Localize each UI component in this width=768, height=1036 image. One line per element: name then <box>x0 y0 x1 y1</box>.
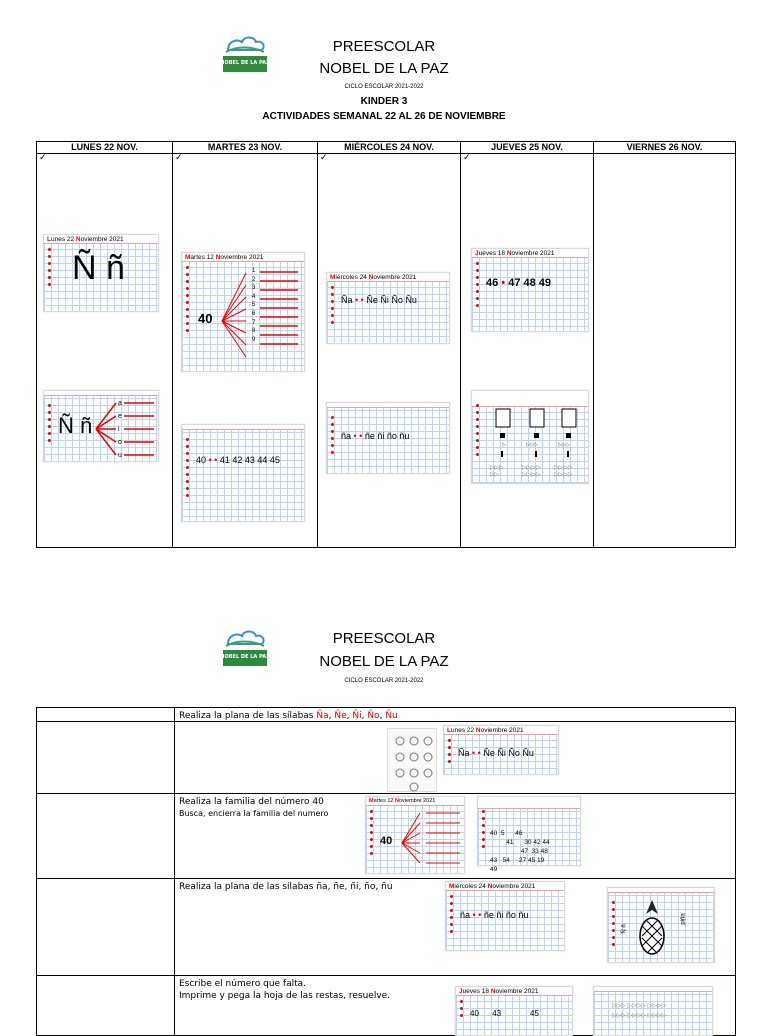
syllables-lower: ña • • ñe ñi ño ñu <box>341 431 410 441</box>
number-lines-diagram <box>400 809 464 873</box>
worksheet-tuesday-1[interactable] <box>181 252 305 372</box>
letters-medium: Ñ ñ <box>58 413 93 438</box>
cycle-label-2: CICLO ESCOLAR 2021-2022 <box>344 678 424 684</box>
worksheet-plan-1[interactable] <box>443 725 559 775</box>
plan-row-2 <box>175 794 736 879</box>
worksheet-wednesday-2[interactable] <box>326 402 450 474</box>
title-preescolar: PREESCOLAR <box>332 38 436 55</box>
instruction-2: Realiza la familia del número 40 Busca, encierra la familia del numero <box>179 797 329 818</box>
answer-lines <box>260 267 300 347</box>
check-icon: ✓ <box>39 153 47 163</box>
syllables-upper: Ña • • Ñe Ñi Ño Ñu <box>341 295 417 305</box>
header-tuesday: MARTES 23 NOV. <box>173 142 318 154</box>
svg-text:▷▷▷: ▷▷▷ <box>558 442 570 448</box>
pictures-icon <box>388 729 438 793</box>
plan-table <box>36 707 736 1036</box>
plan-row-3 <box>175 879 736 976</box>
syllables-lower: ña • • ñe ñi ño ñu <box>460 910 529 920</box>
svg-text:▷▷▷ ▷▷▷▷ ▷▷▷▷: ▷▷▷ ▷▷▷▷ ▷▷▷▷ <box>612 1003 667 1009</box>
svg-text:▷▷▷▷: ▷▷▷▷ <box>554 465 573 471</box>
worksheet-thursday-2[interactable] <box>471 390 589 484</box>
pina-word: piña <box>680 913 687 925</box>
worksheet-tuesday-2[interactable] <box>181 424 305 522</box>
pineapple-icon <box>632 898 672 958</box>
cell-thursday <box>461 154 594 548</box>
activities-title: ACTIVIDADES SEMANAL 22 AL 26 DE NOVIEMBRE <box>262 111 506 122</box>
plan-row-4 <box>175 976 736 1036</box>
grade-label: KINDER 3 <box>360 96 408 107</box>
letters-big: Ñ ñ <box>72 249 125 287</box>
worksheet-wednesday-1[interactable] <box>326 272 450 344</box>
worksheet-plan-4[interactable] <box>455 986 573 1036</box>
vowel-lines-diagram <box>88 395 158 461</box>
cell-wednesday <box>318 154 461 548</box>
worksheet-title: Jueves 18 Noviembre 2021 <box>475 250 555 257</box>
instruction-1: Realiza la plana de las sílabas Ña, Ñe, Ñi, Ño, Ñu <box>179 711 398 721</box>
worksheet-title: Martes 12 Noviembre 2021 <box>369 798 436 804</box>
worksheet-plan-3[interactable] <box>445 881 565 951</box>
worksheet-thursday-1[interactable] <box>471 248 589 332</box>
cell-friday <box>594 154 736 548</box>
vowel-list: a e i o u <box>118 400 122 459</box>
title-school-2: NOBEL DE LA PAZ <box>319 653 449 670</box>
instruction-3: Realiza la plana de las sílabas ña, ñe, ñi, ño, ñu <box>179 882 393 892</box>
title-preescolar-2: PREESCOLAR <box>332 630 436 647</box>
svg-text:▷: ▷ <box>502 442 506 448</box>
check-icon: ✓ <box>175 153 183 163</box>
svg-text:▷▷: ▷▷ <box>490 472 500 478</box>
worksheet-title: Lunes 22 Noviembre 2021 <box>447 727 524 734</box>
worksheet-plan-2b[interactable] <box>477 796 581 873</box>
logo-text: NOBEL DE LA PAZ <box>220 654 270 660</box>
missing-number-sequence: 46 • 47 48 49 <box>486 277 552 289</box>
picture-worksheet[interactable] <box>387 728 437 792</box>
subtraction-exercises <box>608 997 708 1027</box>
missing-number-sequence: 40 43 45 <box>470 1009 539 1018</box>
number-lines-diagram <box>220 267 250 367</box>
number-sequence: 40 • • 41 42 43 44 45 <box>196 455 280 465</box>
worksheet-title: Miércoles 24 Noviembre 2021 <box>330 274 417 281</box>
cycle-label: CICLO ESCOLAR 2021-2022 <box>344 84 424 90</box>
cell-tuesday <box>173 154 318 548</box>
worksheet-monday-1[interactable] <box>43 234 159 312</box>
worksheet-monday-2[interactable] <box>43 390 159 462</box>
worksheet-pina[interactable] <box>607 887 715 963</box>
header-thursday: JUEVES 25 NOV. <box>461 142 594 154</box>
svg-text:▷▷▷▷: ▷▷▷▷ <box>554 472 573 478</box>
pina-letters: Ñ ñ <box>621 924 628 934</box>
check-icon: ✓ <box>320 153 328 163</box>
number-40: 40 <box>198 311 213 326</box>
header-friday: VIERNES 26 NOV. <box>594 142 736 154</box>
svg-text:▷▷▷: ▷▷▷ <box>526 442 538 448</box>
number-search: 40 5 46 41 30 42 44 47 33 48 43 54 27 45 19 49 <box>490 830 550 873</box>
plan-row-1 <box>175 711 736 794</box>
subtraction-exercises <box>486 409 586 481</box>
worksheet-plan-2a[interactable] <box>365 796 465 874</box>
cell-monday <box>37 154 173 548</box>
svg-text:▷▷▷: ▷▷▷ <box>490 465 504 471</box>
logo-text: NOBEL DE LA PAZ <box>220 60 270 66</box>
worksheet-title: Martes 12 Noviembre 2021 <box>185 254 264 261</box>
svg-text:▷▷▷▷: ▷▷▷▷ <box>522 465 541 471</box>
header-monday: LUNES 22 NOV. <box>37 142 173 154</box>
svg-text:▷▷▷▷: ▷▷▷▷ <box>522 472 541 478</box>
header-wednesday: MIÉRCOLES 24 NOV. <box>318 142 461 154</box>
number-40: 40 <box>380 835 393 847</box>
svg-text:▷▷▷ ▷▷▷▷ ▷▷▷▷: ▷▷▷ ▷▷▷▷ ▷▷▷▷ <box>612 1013 667 1019</box>
title-school: NOBEL DE LA PAZ <box>319 60 449 77</box>
instruction-4: Escribe el número que falta. Imprime y pega la hoja de las restas, resuelve. <box>179 979 391 1001</box>
week-table <box>36 141 736 548</box>
number-list: 1 2 3 4 5 6 7 8 9 <box>252 268 256 343</box>
check-icon: ✓ <box>463 153 471 163</box>
worksheet-title: Miércoles 24 Noviembre 2021 <box>449 883 536 890</box>
worksheet-subtraction[interactable] <box>593 986 713 1036</box>
syllables-upper: Ña • • Ñe Ñi Ño Ñu <box>458 748 534 758</box>
worksheet-title: Jueves 18 Noviembre 2021 <box>459 988 539 995</box>
worksheet-title: Lunes 22 Noviembre 2021 <box>47 236 124 243</box>
